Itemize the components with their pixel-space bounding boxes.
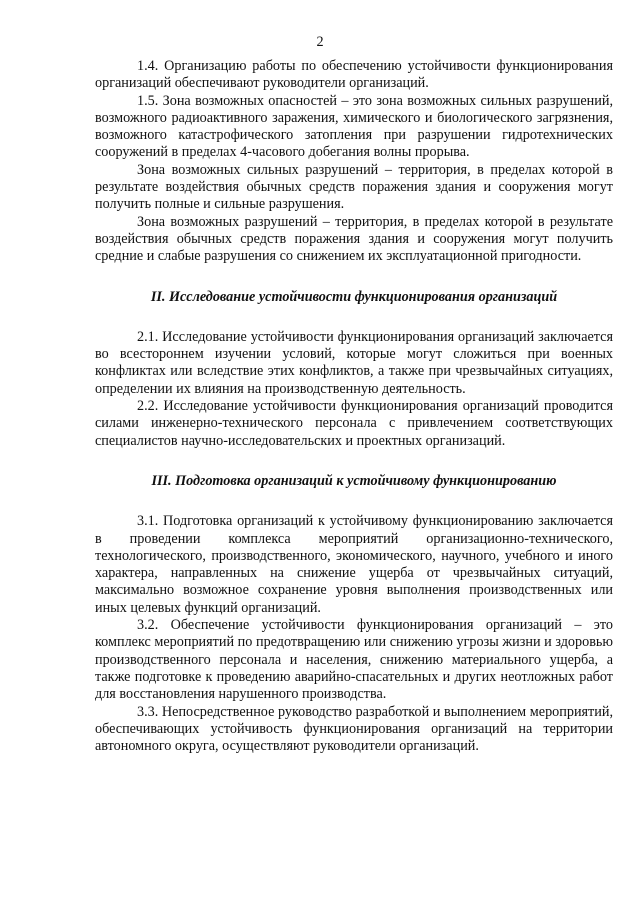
paragraph-strong-destruction-zone: Зона возможных сильных разрушений – территория, в пределах которой в результате воздействия обычных средств поражения здания и сооружения могут получить полные и сильные разрушения. bbox=[95, 161, 613, 213]
paragraph-2-1: 2.1. Исследование устойчивости функционирования организаций заключается во всестороннем изучении условий, которые могут сложиться при военных конфликтах или вследствие этих конфликтов, а также при чрезвычайных ситуациях, определении их влияния на производственную деятельность. bbox=[95, 328, 613, 397]
paragraph-3-1: 3.1. Подготовка организаций к устойчивому функционированию заключается в проведении комплекса мероприятий организационно-технического, технологического, производственного, экономического, научного, учебного и иного характера, направленных на снижение ущерба от чрезвычайных ситуаций, максимально возможное сохранение уровня выполнения производственных или иных целевых функций организаций. bbox=[95, 513, 613, 616]
paragraph-2-2: 2.2. Исследование устойчивости функционирования организаций проводится силами инженерно-технического персонала с привлечением соответствующих специалистов научно-исследовательских и проектных организаций. bbox=[95, 398, 613, 449]
paragraph-3-2: 3.2. Обеспечение устойчивости функционирования организаций – это комплекс мероприятий по предотвращению или снижению угрозы жизни и здоровью производственного персонала и населения, снижению материального ущерба, а также подготовке к проведению аварийно-спасательных и других неотложных работ для восстановления нарушенного производства. bbox=[95, 617, 613, 703]
document-body bbox=[95, 58, 613, 755]
page-number: 2 bbox=[316, 34, 324, 50]
paragraph-3-3: 3.3. Непосредственное руководство разработкой и выполнением мероприятий, обеспечивающих устойчивость функционирования организаций на территории автономного округа, осуществляют руководители организаций. bbox=[95, 703, 613, 755]
paragraph-possible-destruction-zone: Зона возможных разрушений – территория, в пределах которой в результате воздействия обычных средств поражения здания и сооружения могут получить средние и слабые разрушения со снижением их эксплуатационной пригодности. bbox=[95, 213, 613, 265]
section-2-heading: II. Исследование устойчивости функционирования организаций bbox=[150, 288, 558, 305]
paragraph-1-4: 1.4. Организацию работы по обеспечению устойчивости функционирования организаций обеспечивают руководители организаций. bbox=[95, 58, 613, 92]
section-3-heading: III. Подготовка организаций к устойчивому функционированию bbox=[151, 472, 557, 489]
paragraph-1-5: 1.5. Зона возможных опасностей – это зона возможных сильных разрушений, возможного радиоактивного заражения, химического и биологического загрязнения, возможного катастрофического затопления при разрушении гидротехнических сооружений в пределах 4-часового добегания волны прорыва. bbox=[95, 92, 613, 161]
